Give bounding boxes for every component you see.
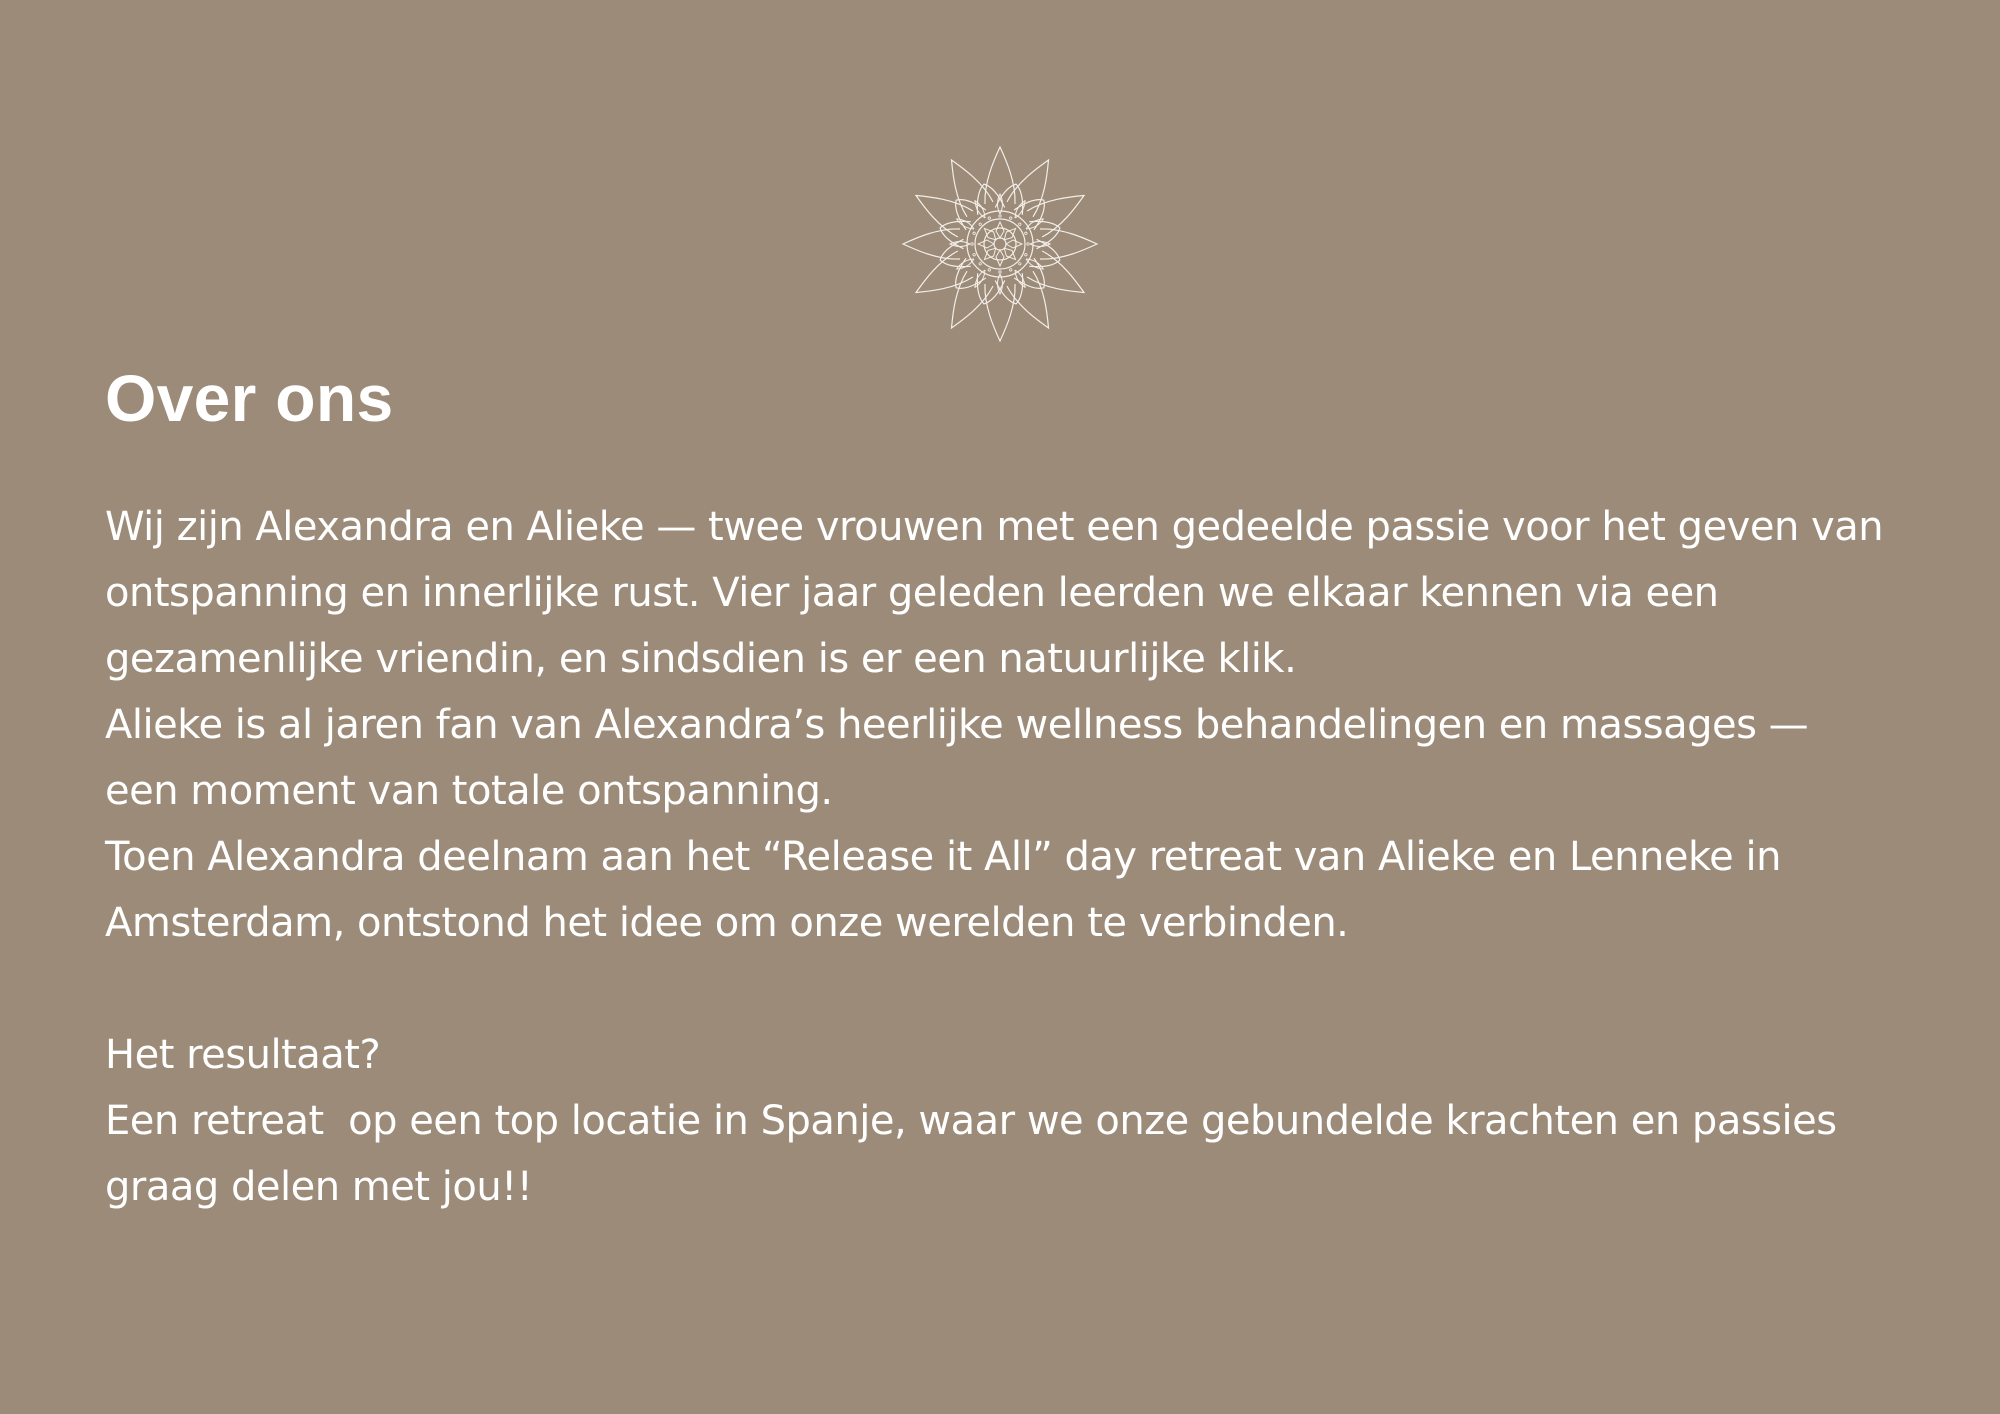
mandala-icon [900,144,1100,344]
body-line-10: graag delen met jou!! [105,1164,533,1210]
mandala-dot [979,263,981,265]
body-line-5: een moment van totale ontspanning. [105,768,833,814]
body-line-1: Wij zijn Alexandra en Alieke — twee vrouwen met een gedeelde passie voor het geven van [105,504,1884,550]
mandala-dot [1010,217,1012,219]
mandala-middle-petal [995,180,1029,214]
mandala-dot [971,243,973,245]
body-line-2: ontspanning en innerlijke rust. Vier jaar geleden leerden we elkaar kennen via een [105,570,1719,616]
mandala-middle-petal [995,273,1029,307]
mandala-middle-petal [936,239,970,273]
mandala-middle-petal [936,214,970,248]
mandala-middle-petal [946,258,986,298]
body-line-9: Een retreat op een top locatie in Spanje, waar we onze gebundelde krachten en passies [105,1098,1837,1144]
mandala-icon-graphic [900,144,1100,344]
mandala-dot [988,269,990,271]
mandala-dot [979,223,981,225]
body-line-4: Alieke is al jaren fan van Alexandra’s heerlijke wellness behandelingen en massages — [105,702,1809,748]
about-text [105,494,1985,1220]
mandala-middle-petal [946,190,986,230]
mandala-core-ring [975,219,1025,269]
mandala-star-petal [996,250,1004,266]
mandala-middle-petal [970,180,1004,214]
mandala-star-petal [996,222,1004,238]
mandala-dot [1027,243,1029,245]
mandala-middle-petal [970,273,1004,307]
paragraph-spacer [105,956,1985,1022]
mandala-dot [973,232,975,234]
mandala-middle-petal [1014,258,1054,298]
mandala-dot [999,271,1001,273]
mandala-dot [1025,232,1027,234]
mandala-dot [1010,269,1012,271]
mandala-star-petal [978,240,994,248]
page-title: Over ons [105,361,394,435]
mandala-center-ring [984,228,1016,260]
mandala-star-petal [1006,240,1022,248]
mandala-dot [988,217,990,219]
mandala-dot [1019,263,1021,265]
mandala-middle-petal [1029,214,1063,248]
body-line-7: Amsterdam, ontstond het idee om onze werelden te verbinden. [105,900,1349,946]
mandala-dot [1025,254,1027,256]
body-line-3: gezamenlijke vriendin, en sindsdien is er een natuurlijke klik. [105,636,1297,682]
mandala-dot [973,254,975,256]
body-line-8: Het resultaat? [105,1032,381,1078]
mandala-dot [999,215,1001,217]
body-line-6: Toen Alexandra deelnam aan het “Release it All” day retreat van Alieke en Lenneke in [105,834,1781,880]
mandala-dot [1019,223,1021,225]
mandala-middle-petal [1014,190,1054,230]
mandala-middle-petal [1029,239,1063,273]
